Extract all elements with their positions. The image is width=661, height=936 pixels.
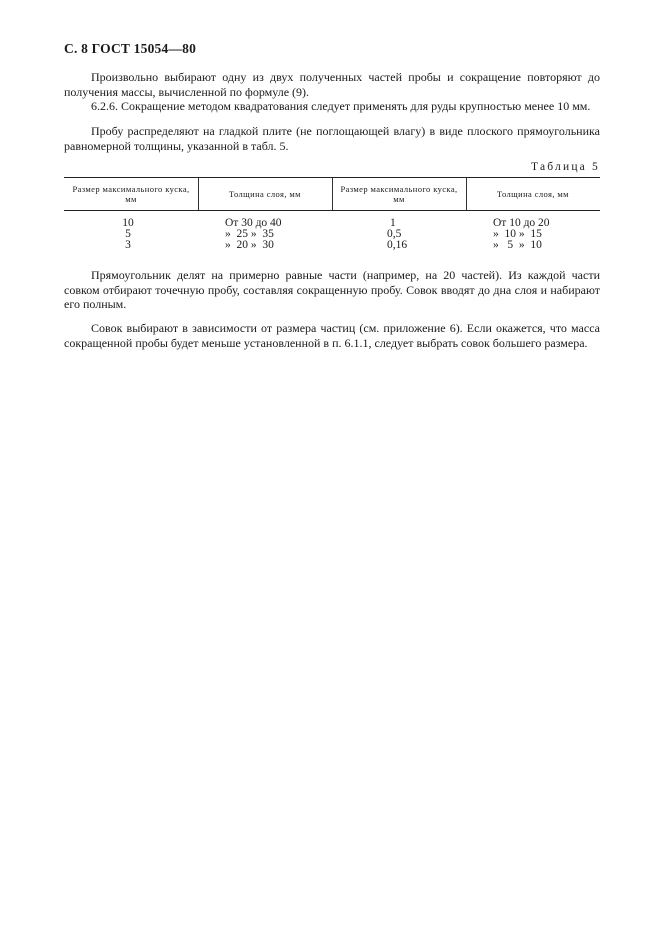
table-column-2 bbox=[225, 218, 325, 251]
paragraph-4: Прямоугольник делят на примерно равные части (например, на 20 частей). Из каждой части совком отбирают точечную пробу, составляя сокращенную пробу. Совок вводят до дна слоя и набирают его полным. bbox=[64, 268, 600, 311]
table-header-rule bbox=[64, 210, 600, 211]
table-header-cell: Толщина слоя, мм bbox=[497, 188, 569, 199]
table-cell: 5 bbox=[125, 228, 131, 240]
table-cell: » 10 » 15 bbox=[493, 228, 542, 240]
paragraph-2: 6.2.6. Сокращение методом квадратования следует применять для руды крупностью менее 10 мм. bbox=[91, 99, 591, 113]
table-header-cell: Размер максимального куска, мм bbox=[72, 183, 190, 204]
table-header-cell: Толщина слоя, мм bbox=[229, 188, 301, 199]
column-divider bbox=[332, 178, 333, 210]
table-caption: Таблица 5 bbox=[531, 161, 600, 173]
page-header: С. 8 ГОСТ 15054—80 bbox=[64, 41, 197, 56]
table-column-4 bbox=[493, 218, 593, 251]
paragraph-1: Произвольно выбирают одну из двух полученных частей пробы и сокращение повторяют до получения массы, вычисленной по формуле (9). bbox=[64, 70, 600, 99]
table-cell: 1 bbox=[390, 217, 396, 229]
table-cell: 0,16 bbox=[387, 239, 408, 251]
table-cell: » 25 » 35 bbox=[225, 228, 274, 240]
column-divider bbox=[198, 178, 199, 210]
table-cell: 0,5 bbox=[387, 228, 402, 240]
table-cell: » 5 » 10 bbox=[493, 239, 542, 251]
table-column-1 bbox=[108, 218, 148, 251]
table-header-cell: Размер максимального куска, мм bbox=[340, 183, 458, 204]
table-cell: От 30 до 40 bbox=[225, 217, 282, 229]
table-cell: » 20 » 30 bbox=[225, 239, 274, 251]
table-column-3 bbox=[387, 218, 437, 251]
table-cell: От 10 до 20 bbox=[493, 217, 550, 229]
paragraph-3: Пробу распределяют на гладкой плите (не поглощающей влагу) в виде плоского прямоугольника равномерной толщины, указанной в табл. 5. bbox=[64, 124, 600, 153]
table-cell: 10 bbox=[122, 217, 134, 229]
table-cell: 3 bbox=[125, 239, 131, 251]
paragraph-5: Совок выбирают в зависимости от размера частиц (см. приложение 6). Если окажется, что масса сокращенной пробы будет меньше установленной в п. 6.1.1, следует выбрать совок большего размера. bbox=[64, 321, 600, 350]
column-divider bbox=[466, 178, 467, 210]
